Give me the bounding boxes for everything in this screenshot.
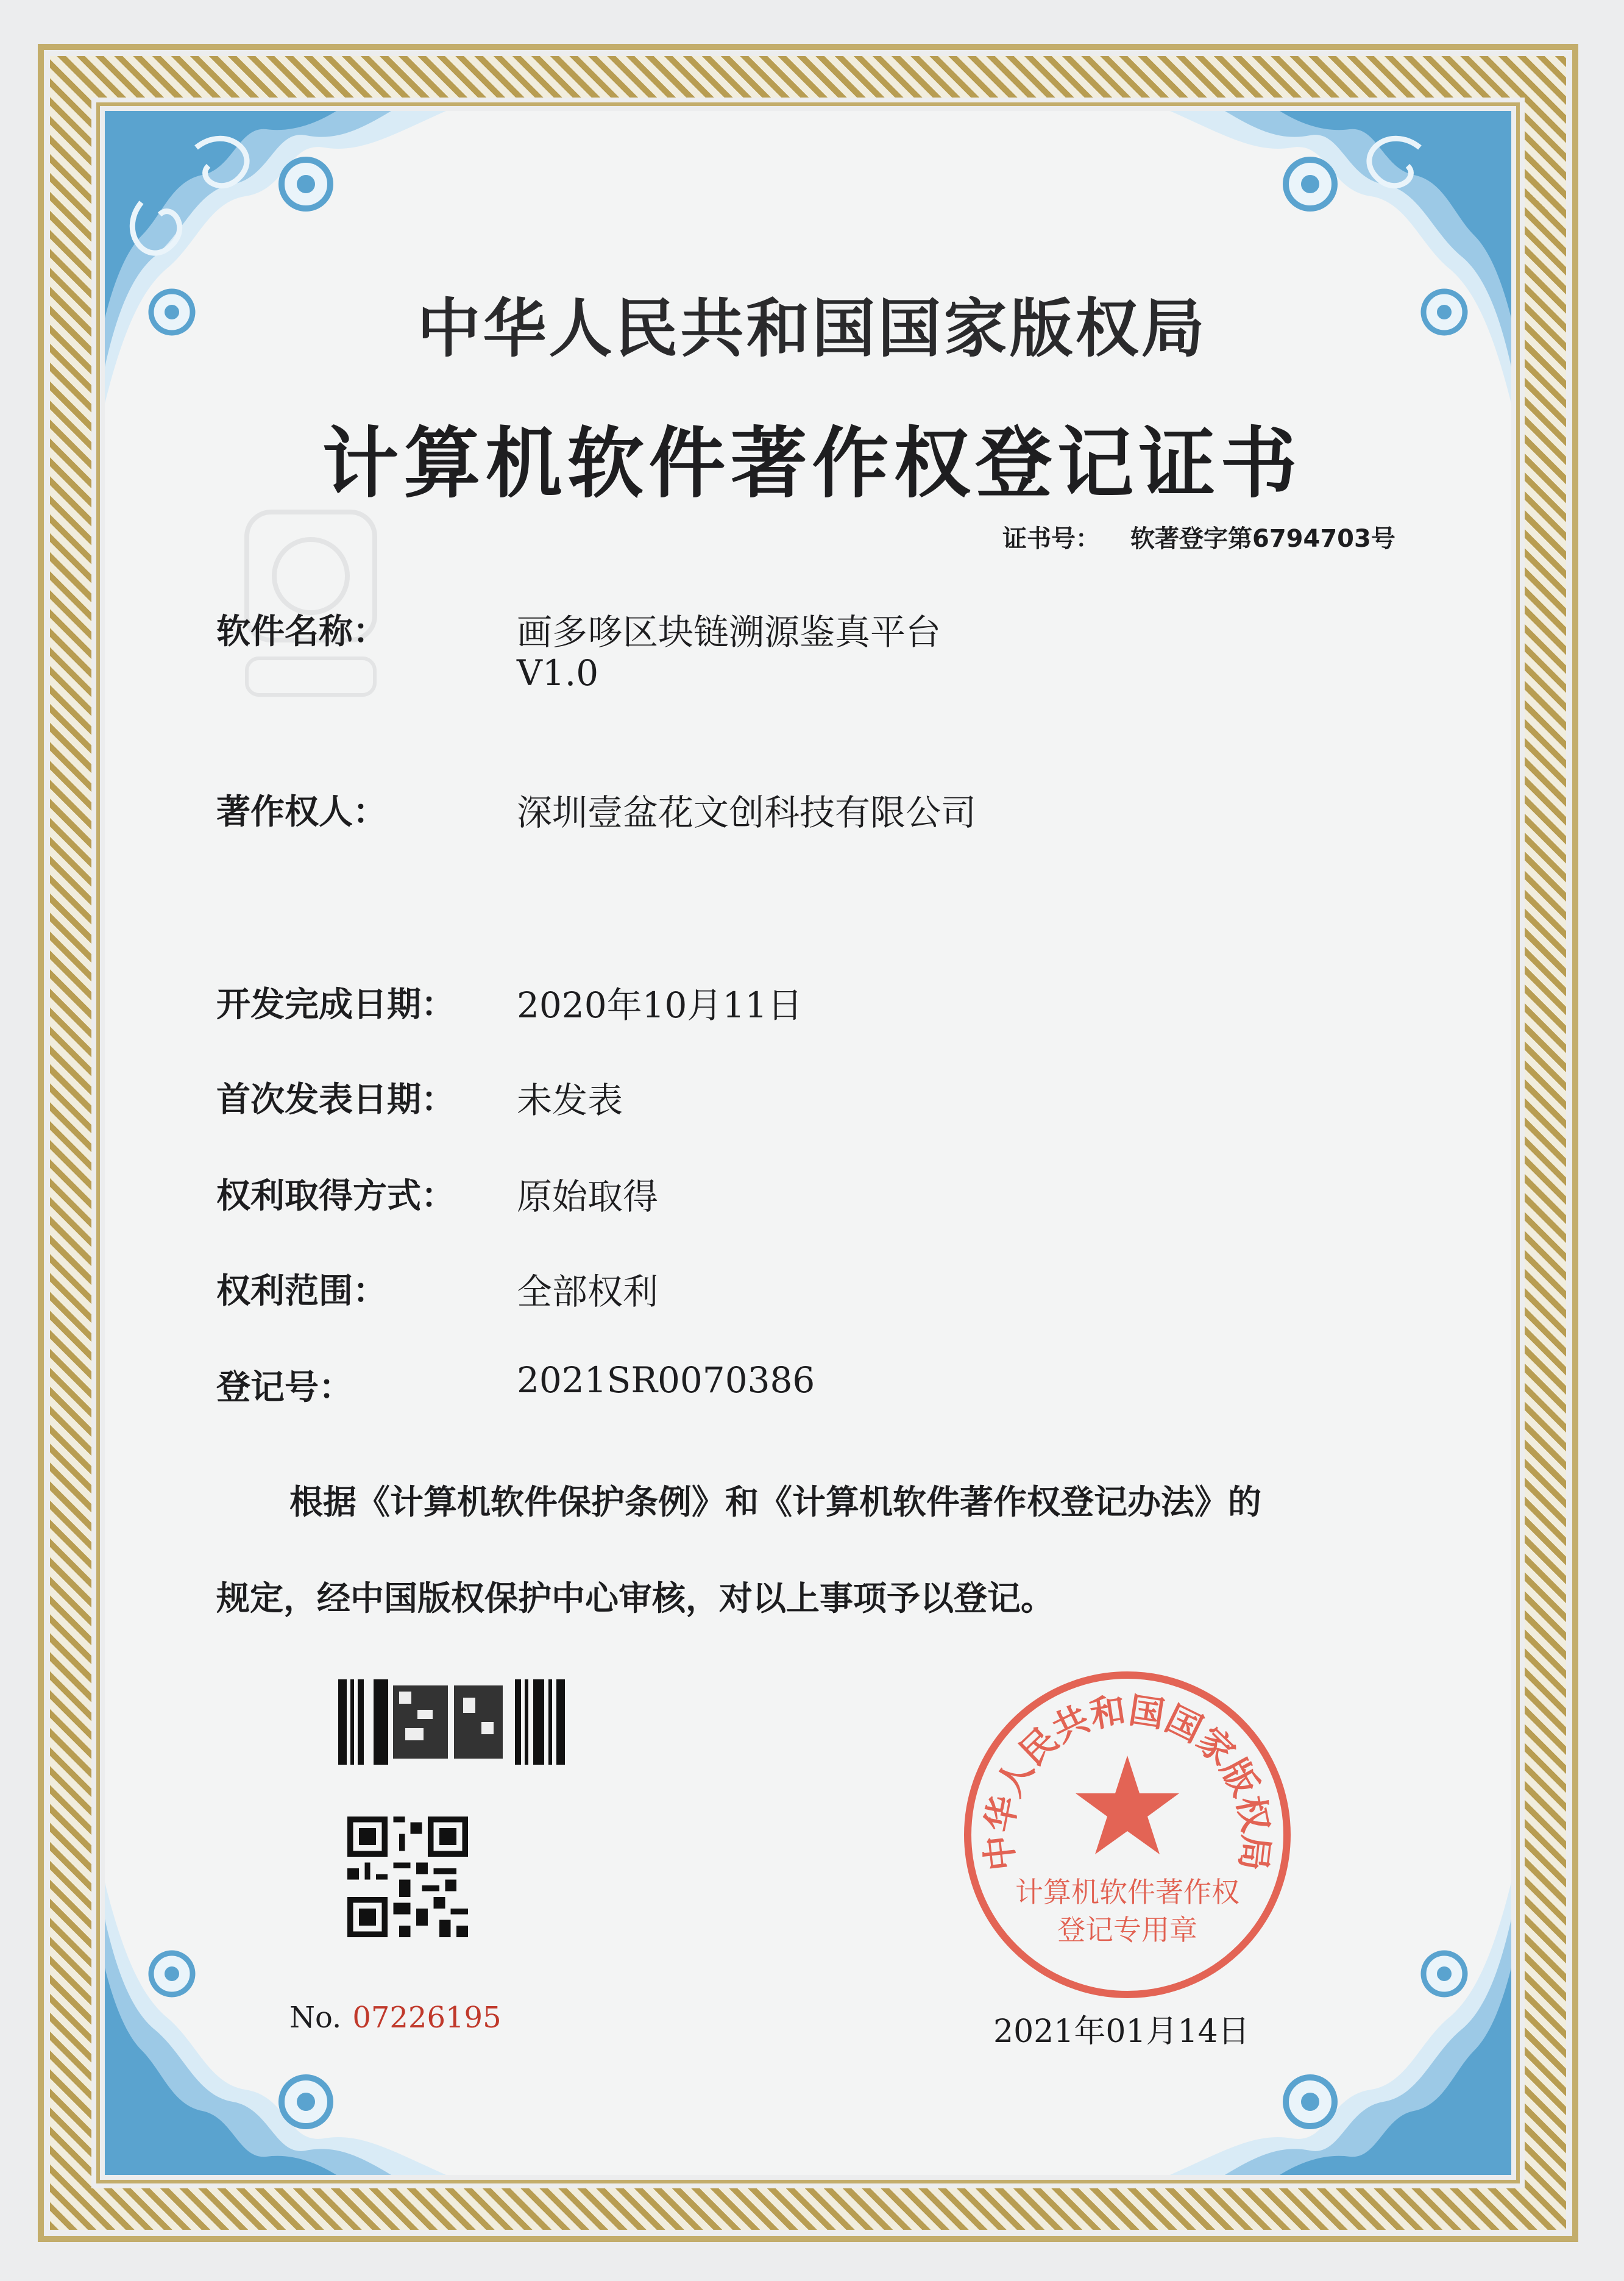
seal-inner-line-1: 计算机软件著作权: [1015, 1876, 1239, 1909]
field-label-acquisition-method: 权利取得方式：: [216, 1176, 455, 1216]
field-value-software-version: V1.0: [517, 652, 599, 694]
official-seal: [957, 1664, 1298, 2005]
serial-number-value: 07226195: [352, 2001, 502, 2035]
serial-prefix: No.: [289, 2001, 342, 2035]
qr-code: [347, 1817, 468, 1937]
field-value-acquisition-method: 原始取得: [517, 1176, 659, 1217]
issue-date: 2021年01月14日: [993, 2013, 1250, 2050]
field-label-first-publication: 首次发表日期：: [216, 1080, 455, 1120]
certificate-number-value: 软著登字第6794703号: [1130, 525, 1395, 553]
field-label-software-name: 软件名称：: [216, 612, 387, 652]
field-label-registration-number: 登记号：: [216, 1368, 353, 1407]
barcode: [338, 1679, 567, 1765]
certificate-number-label: 证书号：: [1002, 525, 1100, 553]
field-value-rights-scope: 全部权利: [517, 1271, 659, 1312]
field-label-completion-date: 开发完成日期：: [216, 985, 455, 1025]
statement-line-2: 规定，经中国版权保护中心审核，对以上事项予以登记。: [216, 1579, 1055, 1618]
seal-ring-text: 中华人民共和国国家版权局: [977, 1689, 1277, 1873]
serial-number: [289, 2001, 502, 2035]
seal-inner-line-2: 登记专用章: [1057, 1913, 1197, 1946]
field-value-copyright-owner: 深圳壹盆花文创科技有限公司: [517, 792, 977, 833]
field-label-rights-scope: 权利范围：: [216, 1272, 387, 1311]
field-value-first-publication: 未发表: [517, 1080, 623, 1121]
field-value-software-name: 画多哆区块链溯源鉴真平台: [517, 611, 941, 653]
field-value-completion-date: 2020年10月11日: [517, 984, 803, 1026]
statement-line-1: 根据《计算机软件保护条例》和《计算机软件著作权登记办法》的: [289, 1482, 1262, 1521]
issuing-authority-title: 中华人民共和国国家版权局: [417, 291, 1207, 366]
certificate-title: 计算机软件著作权登记证书: [322, 419, 1302, 508]
certificate-number: [1002, 519, 1395, 554]
field-value-registration-number: 2021SR0070386: [517, 1359, 815, 1401]
field-label-copyright-owner: 著作权人：: [216, 792, 387, 832]
